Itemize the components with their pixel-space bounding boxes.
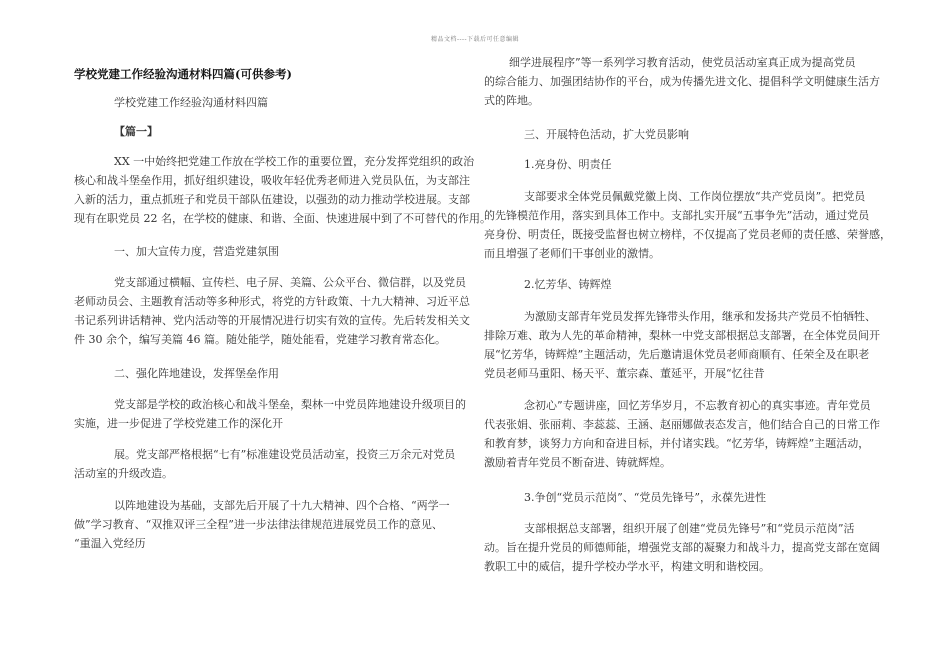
header-note: 精品文档----下载后可任意编辑 [430, 36, 520, 43]
paragraph-line: 入新的活力，重点抓班子和党员干部队伍建设，以强劲的动力推动学校进展。支部 [74, 193, 470, 206]
paragraph-line: 党员老师马重阳、杨天平、董宗森、董延平，开展“忆往昔 [484, 367, 765, 380]
paragraph-line: 做”学习教育、“双推双评三全程”进一步法律法律规范进展党员工作的意见、 [74, 518, 443, 531]
section-label: 【篇一】 [114, 125, 158, 138]
paragraph-line: 而且增强了老师们干事创业的激情。 [484, 247, 660, 260]
paragraph-line: 党支部是学校的政治核心和战斗堡垒，梨林一中党员阵地建设升级项目的 [114, 398, 466, 411]
paragraph-line: 党支部通过横幅、宣传栏、电子屏、美篇、公众平台、微信群，以及党员 [114, 276, 466, 289]
section-heading: 一、加大宣传力度，营造党建氛围 [114, 245, 279, 258]
paragraph-line: 亮身份、明责任，既接受监督也树立榜样，不仅提高了党员老师的责任感、荣誉感， [484, 228, 891, 241]
paragraph-line: 实施，进一步促进了学校党建工作的深化开 [74, 417, 283, 430]
paragraph-line: 教职工中的威信，提升学校办学水平，构建文明和谐校园。 [484, 560, 770, 573]
paragraph-line: 老师动员会、主题教育活动等多种形式，将党的方针政策、十九大精神、习近平总 [74, 295, 470, 308]
paragraph-line: 和教育梦，谈努力方向和奋进目标，并付诸实践。“忆芳华，铸辉煌”主题活动， [484, 437, 870, 450]
subheading: 3.争创“党员示范岗”、“党员先锋号”，永葆先进性 [524, 491, 766, 504]
paragraph-line: 核心和战斗堡垒作用，抓好组织建设，吸收年轻优秀老师进入党员队伍，为支部注 [74, 174, 470, 187]
paragraph-line: 以阵地建设为基础，支部先后开展了十九大精神、四个合格、“两学一 [114, 499, 450, 512]
subtitle: 学校党建工作经验沟通材料四篇 [114, 96, 268, 109]
subheading: 2.忆芳华、铸辉煌 [524, 278, 612, 291]
paragraph-line: 细学进展程序”等一系列学习教育活动，使党员活动室真正成为提高党员 [509, 56, 856, 69]
section-heading: 三、开展特色活动，扩大党员影响 [524, 128, 689, 141]
paragraph-line: 激励着青年党员不断奋进、铸就辉煌。 [484, 456, 671, 469]
paragraph-line: 为激励支部青年党员发挥先锋带头作用，继承和发扬共产党员不怕牺牲、 [524, 310, 876, 323]
paragraph-line: 展“忆芳华，铸辉煌”主题活动，先后邀请退休党员老师商顺有、任荣全及在职老 [484, 348, 870, 361]
document-title: 学校党建工作经验沟通材料四篇(可供参考) [74, 67, 292, 81]
paragraph-line: “重温入党经历 [74, 537, 146, 550]
paragraph-line: 的综合能力、加强团结协作的平台，成为传播先进文化、提倡科学文明健康生活方 [484, 75, 880, 88]
subheading: 1.亮身份、明责任 [524, 158, 612, 171]
paragraph-line: 动。旨在提升党员的师德师能，增强党支部的凝聚力和战斗力，提高党支部在宽阔 [484, 541, 880, 554]
paragraph-line: 的先锋模范作用，落实到具体工作中。支部扎实开展“五事争先”活动，通过党员 [484, 209, 870, 222]
paragraph-line: 展。党支部严格根据“七有”标准建设党员活动室，投资三万余元对党员 [114, 448, 456, 461]
paragraph-line: XX 一中始终把党建工作放在学校工作的重要位置，充分发挥党组织的政治 [114, 155, 475, 168]
section-heading: 二、强化阵地建设，发挥堡垒作用 [114, 367, 279, 380]
paragraph-line: 代表张娟、张丽莉、李蕊蕊、王涵、赵丽娜做表态发言，他们结合自己的日常工作 [484, 418, 880, 431]
paragraph-line: 书记系列讲话精神、党内活动等的开展情况进行切实有效的宣传。先后转发相关文 [74, 314, 470, 327]
paragraph-line: 现有在职党员 22 名，在学校的健康、和谐、全面、快速进展中到了不可替代的作用。 [74, 212, 491, 225]
paragraph-line: 排除万难、敢为人先的革命精神，梨林一中党支部根据总支部署，在全体党员间开 [484, 329, 880, 342]
paragraph-line: 支部根据总支部署，组织开展了创建“党员先锋号”和“党员示范岗”活 [524, 522, 855, 535]
paragraph-line: 式的阵地。 [484, 94, 539, 107]
paragraph-line: 件 30 余个，编写美篇 46 篇。随处能学，随处能看，党建学习教育常态化。 [74, 333, 446, 346]
paragraph-line: 念初心”专题讲座，回忆芳华岁月，不忘教育初心的真实事迹。青年党员 [524, 399, 871, 412]
paragraph-line: 活动室的升级改造。 [74, 467, 173, 480]
paragraph-line: 支部要求全体党员佩戴党徽上岗、工作岗位摆放“共产党员岗”。把党员 [524, 190, 866, 203]
